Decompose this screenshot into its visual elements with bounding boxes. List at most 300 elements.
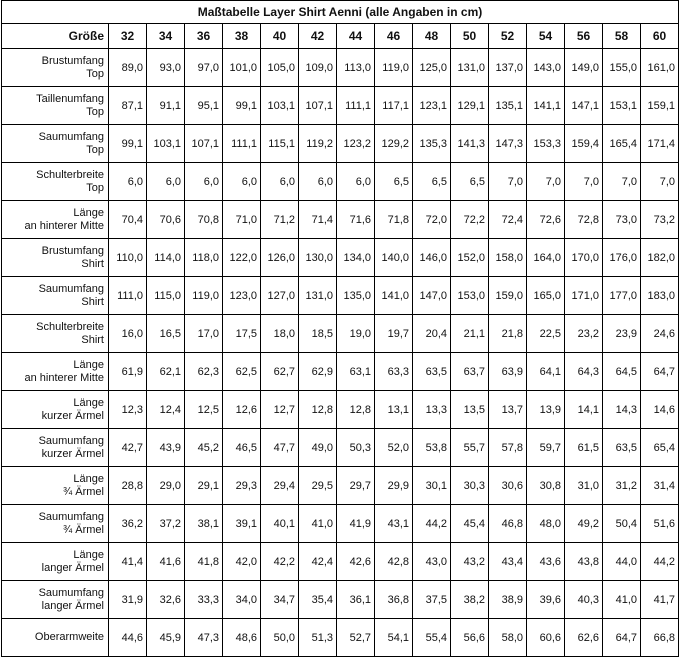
table-cell: 31,4 bbox=[641, 467, 679, 505]
table-cell: 35,4 bbox=[299, 581, 337, 619]
row-label bbox=[2, 277, 109, 315]
table-cell: 158,0 bbox=[489, 239, 527, 277]
table-cell: 61,9 bbox=[109, 353, 147, 391]
size-header-48: 48 bbox=[413, 24, 451, 49]
table-cell: 137,0 bbox=[489, 49, 527, 87]
table-cell: 43,9 bbox=[147, 429, 185, 467]
table-cell: 6,0 bbox=[337, 163, 375, 201]
table-cell: 39,1 bbox=[223, 505, 261, 543]
table-cell: 45,2 bbox=[185, 429, 223, 467]
table-cell: 149,0 bbox=[565, 49, 603, 87]
table-cell: 41,0 bbox=[299, 505, 337, 543]
table-cell: 153,0 bbox=[451, 277, 489, 315]
table-cell: 12,8 bbox=[337, 391, 375, 429]
table-cell: 110,0 bbox=[109, 239, 147, 277]
table-cell: 119,0 bbox=[375, 49, 413, 87]
table-cell: 63,9 bbox=[489, 353, 527, 391]
table-cell: 6,5 bbox=[375, 163, 413, 201]
table-cell: 42,6 bbox=[337, 543, 375, 581]
table-cell: 103,1 bbox=[261, 87, 299, 125]
table-cell: 30,3 bbox=[451, 467, 489, 505]
table-cell: 12,8 bbox=[299, 391, 337, 429]
table-cell: 111,1 bbox=[223, 125, 261, 163]
table-cell: 62,3 bbox=[185, 353, 223, 391]
table-cell: 65,4 bbox=[641, 429, 679, 467]
table-cell: 131,0 bbox=[299, 277, 337, 315]
row-label-line-2: Shirt bbox=[81, 295, 104, 308]
table-cell: 37,5 bbox=[413, 581, 451, 619]
row-label-line-2: an hinterer Mitte bbox=[24, 371, 104, 384]
row-label-line-2: Top bbox=[86, 143, 104, 156]
table-cell: 61,5 bbox=[565, 429, 603, 467]
row-label-line-1: Saumumfang bbox=[38, 586, 104, 599]
row-label-line-2: Top bbox=[86, 181, 104, 194]
table-cell: 49,0 bbox=[299, 429, 337, 467]
size-header-56: 56 bbox=[565, 24, 603, 49]
size-header-34: 34 bbox=[147, 24, 185, 49]
table-cell: 72,8 bbox=[565, 201, 603, 239]
table-cell: 125,0 bbox=[413, 49, 451, 87]
size-header-44: 44 bbox=[337, 24, 375, 49]
table-cell: 44,2 bbox=[413, 505, 451, 543]
table-cell: 71,6 bbox=[337, 201, 375, 239]
table-cell: 155,0 bbox=[603, 49, 641, 87]
table-cell: 29,3 bbox=[223, 467, 261, 505]
table-cell: 71,0 bbox=[223, 201, 261, 239]
table-cell: 28,8 bbox=[109, 467, 147, 505]
table-cell: 159,0 bbox=[489, 277, 527, 315]
table-cell: 31,2 bbox=[603, 467, 641, 505]
row-label-line-1: Taillenumfang bbox=[36, 92, 104, 105]
table-cell: 40,3 bbox=[565, 581, 603, 619]
table-cell: 119,0 bbox=[185, 277, 223, 315]
table-row bbox=[2, 391, 679, 429]
table-cell: 45,9 bbox=[147, 619, 185, 657]
table-cell: 59,7 bbox=[527, 429, 565, 467]
table-cell: 42,2 bbox=[261, 543, 299, 581]
table-cell: 105,0 bbox=[261, 49, 299, 87]
table-cell: 51,3 bbox=[299, 619, 337, 657]
table-cell: 70,4 bbox=[109, 201, 147, 239]
row-label bbox=[2, 163, 109, 201]
table-cell: 6,0 bbox=[223, 163, 261, 201]
table-cell: 39,6 bbox=[527, 581, 565, 619]
table-cell: 135,0 bbox=[337, 277, 375, 315]
table-cell: 64,1 bbox=[527, 353, 565, 391]
table-cell: 50,0 bbox=[261, 619, 299, 657]
table-cell: 45,4 bbox=[451, 505, 489, 543]
table-cell: 89,0 bbox=[109, 49, 147, 87]
table-cell: 52,7 bbox=[337, 619, 375, 657]
table-cell: 43,0 bbox=[413, 543, 451, 581]
table-cell: 146,0 bbox=[413, 239, 451, 277]
row-label-line-1: Brustumfang bbox=[41, 54, 104, 67]
row-label-line-1: Länge bbox=[73, 358, 104, 371]
table-cell: 141,1 bbox=[527, 87, 565, 125]
table-cell: 6,0 bbox=[261, 163, 299, 201]
table-cell: 46,5 bbox=[223, 429, 261, 467]
table-cell: 70,6 bbox=[147, 201, 185, 239]
table-cell: 109,0 bbox=[299, 49, 337, 87]
table-cell: 107,1 bbox=[185, 125, 223, 163]
table-cell: 115,1 bbox=[261, 125, 299, 163]
table-cell: 129,2 bbox=[375, 125, 413, 163]
table-cell: 64,7 bbox=[641, 353, 679, 391]
table-cell: 30,8 bbox=[527, 467, 565, 505]
table-row bbox=[2, 239, 679, 277]
table-row bbox=[2, 429, 679, 467]
table-cell: 13,7 bbox=[489, 391, 527, 429]
row-label bbox=[2, 429, 109, 467]
table-cell: 14,3 bbox=[603, 391, 641, 429]
table-cell: 153,3 bbox=[527, 125, 565, 163]
table-cell: 37,2 bbox=[147, 505, 185, 543]
table-cell: 62,7 bbox=[261, 353, 299, 391]
table-cell: 29,1 bbox=[185, 467, 223, 505]
row-label-line-1: Länge bbox=[73, 548, 104, 561]
table-cell: 6,5 bbox=[451, 163, 489, 201]
table-cell: 73,2 bbox=[641, 201, 679, 239]
table-cell: 31,9 bbox=[109, 581, 147, 619]
table-cell: 6,0 bbox=[147, 163, 185, 201]
row-label-line-1: Länge bbox=[73, 472, 104, 485]
table-cell: 41,7 bbox=[641, 581, 679, 619]
table-cell: 14,6 bbox=[641, 391, 679, 429]
table-row bbox=[2, 315, 679, 353]
table-cell: 141,0 bbox=[375, 277, 413, 315]
table-cell: 72,6 bbox=[527, 201, 565, 239]
table-cell: 29,5 bbox=[299, 467, 337, 505]
table-cell: 55,4 bbox=[413, 619, 451, 657]
table-cell: 43,4 bbox=[489, 543, 527, 581]
table-cell: 165,0 bbox=[527, 277, 565, 315]
row-label-line-1: Saumumfang bbox=[38, 282, 104, 295]
table-row bbox=[2, 581, 679, 619]
table-cell: 13,9 bbox=[527, 391, 565, 429]
row-label bbox=[2, 87, 109, 125]
table-cell: 49,2 bbox=[565, 505, 603, 543]
table-title: Maßtabelle Layer Shirt Aenni (alle Angaben in cm) bbox=[2, 1, 679, 24]
table-cell: 48,0 bbox=[527, 505, 565, 543]
table-cell: 30,1 bbox=[413, 467, 451, 505]
row-label bbox=[2, 543, 109, 581]
table-cell: 13,1 bbox=[375, 391, 413, 429]
table-cell: 19,7 bbox=[375, 315, 413, 353]
table-cell: 71,2 bbox=[261, 201, 299, 239]
row-label-line-2: an hinterer Mitte bbox=[24, 219, 104, 232]
row-label-line-1: Länge bbox=[73, 396, 104, 409]
table-cell: 29,4 bbox=[261, 467, 299, 505]
table-cell: 170,0 bbox=[565, 239, 603, 277]
table-cell: 99,1 bbox=[223, 87, 261, 125]
table-row bbox=[2, 505, 679, 543]
table-cell: 42,0 bbox=[223, 543, 261, 581]
table-cell: 114,0 bbox=[147, 239, 185, 277]
table-cell: 6,0 bbox=[109, 163, 147, 201]
row-label-line-1: Saumumfang bbox=[38, 434, 104, 447]
table-cell: 21,1 bbox=[451, 315, 489, 353]
table-cell: 32,6 bbox=[147, 581, 185, 619]
table-cell: 64,7 bbox=[603, 619, 641, 657]
table-cell: 117,1 bbox=[375, 87, 413, 125]
size-header-36: 36 bbox=[185, 24, 223, 49]
table-cell: 16,5 bbox=[147, 315, 185, 353]
table-cell: 71,4 bbox=[299, 201, 337, 239]
table-cell: 183,0 bbox=[641, 277, 679, 315]
row-label-line-2: ¾ Ärmel bbox=[63, 485, 104, 498]
table-cell: 171,4 bbox=[641, 125, 679, 163]
table-cell: 111,0 bbox=[109, 277, 147, 315]
table-cell: 87,1 bbox=[109, 87, 147, 125]
table-cell: 72,4 bbox=[489, 201, 527, 239]
table-cell: 29,9 bbox=[375, 467, 413, 505]
table-cell: 6,0 bbox=[299, 163, 337, 201]
table-cell: 126,0 bbox=[261, 239, 299, 277]
table-cell: 101,0 bbox=[223, 49, 261, 87]
size-header-42: 42 bbox=[299, 24, 337, 49]
table-cell: 161,0 bbox=[641, 49, 679, 87]
table-cell: 36,8 bbox=[375, 581, 413, 619]
table-cell: 38,1 bbox=[185, 505, 223, 543]
table-cell: 43,2 bbox=[451, 543, 489, 581]
size-header-46: 46 bbox=[375, 24, 413, 49]
row-label-line-1: Länge bbox=[73, 206, 104, 219]
table-cell: 62,5 bbox=[223, 353, 261, 391]
table-cell: 46,8 bbox=[489, 505, 527, 543]
size-header-58: 58 bbox=[603, 24, 641, 49]
table-cell: 7,0 bbox=[641, 163, 679, 201]
table-cell: 147,3 bbox=[489, 125, 527, 163]
table-cell: 72,2 bbox=[451, 201, 489, 239]
table-cell: 130,0 bbox=[299, 239, 337, 277]
row-label-line-2: langer Ärmel bbox=[41, 599, 104, 612]
row-label-line-2: Top bbox=[86, 67, 104, 80]
table-cell: 38,2 bbox=[451, 581, 489, 619]
table-cell: 103,1 bbox=[147, 125, 185, 163]
table-cell: 34,0 bbox=[223, 581, 261, 619]
table-cell: 40,1 bbox=[261, 505, 299, 543]
table-cell: 63,5 bbox=[603, 429, 641, 467]
row-label-line-2: kurzer Ärmel bbox=[41, 447, 104, 460]
row-label-line-1: Saumumfang bbox=[38, 130, 104, 143]
table-cell: 17,5 bbox=[223, 315, 261, 353]
table-cell: 16,0 bbox=[109, 315, 147, 353]
size-header-row bbox=[2, 24, 679, 49]
table-cell: 97,0 bbox=[185, 49, 223, 87]
table-cell: 134,0 bbox=[337, 239, 375, 277]
table-cell: 153,1 bbox=[603, 87, 641, 125]
row-label-line-1: Brustumfang bbox=[41, 244, 104, 257]
table-cell: 43,8 bbox=[565, 543, 603, 581]
table-cell: 23,2 bbox=[565, 315, 603, 353]
table-cell: 44,0 bbox=[603, 543, 641, 581]
table-cell: 22,5 bbox=[527, 315, 565, 353]
table-cell: 66,8 bbox=[641, 619, 679, 657]
size-label: Größe bbox=[2, 24, 109, 49]
table-cell: 141,3 bbox=[451, 125, 489, 163]
table-cell: 93,0 bbox=[147, 49, 185, 87]
table-cell: 122,0 bbox=[223, 239, 261, 277]
table-cell: 135,3 bbox=[413, 125, 451, 163]
table-cell: 72,0 bbox=[413, 201, 451, 239]
table-cell: 12,7 bbox=[261, 391, 299, 429]
table-cell: 63,5 bbox=[413, 353, 451, 391]
table-cell: 12,4 bbox=[147, 391, 185, 429]
table-cell: 115,0 bbox=[147, 277, 185, 315]
size-header-38: 38 bbox=[223, 24, 261, 49]
table-cell: 44,2 bbox=[641, 543, 679, 581]
table-cell: 60,6 bbox=[527, 619, 565, 657]
table-cell: 63,1 bbox=[337, 353, 375, 391]
table-row bbox=[2, 467, 679, 505]
table-cell: 6,5 bbox=[413, 163, 451, 201]
table-cell: 135,1 bbox=[489, 87, 527, 125]
size-header-32: 32 bbox=[109, 24, 147, 49]
table-cell: 123,1 bbox=[413, 87, 451, 125]
row-label-line-2: Top bbox=[86, 105, 104, 118]
table-cell: 159,4 bbox=[565, 125, 603, 163]
row-label bbox=[2, 581, 109, 619]
table-cell: 43,6 bbox=[527, 543, 565, 581]
table-cell: 18,5 bbox=[299, 315, 337, 353]
row-label-line-2: Shirt bbox=[81, 257, 104, 270]
row-label bbox=[2, 353, 109, 391]
table-cell: 171,0 bbox=[565, 277, 603, 315]
table-cell: 56,6 bbox=[451, 619, 489, 657]
table-cell: 91,1 bbox=[147, 87, 185, 125]
row-label-line-2: Shirt bbox=[81, 333, 104, 346]
table-cell: 41,9 bbox=[337, 505, 375, 543]
row-label bbox=[2, 391, 109, 429]
table-cell: 6,0 bbox=[185, 163, 223, 201]
table-cell: 119,2 bbox=[299, 125, 337, 163]
table-row bbox=[2, 87, 679, 125]
table-cell: 159,1 bbox=[641, 87, 679, 125]
row-label bbox=[2, 619, 109, 657]
table-cell: 111,1 bbox=[337, 87, 375, 125]
row-label bbox=[2, 315, 109, 353]
table-row bbox=[2, 277, 679, 315]
table-cell: 7,0 bbox=[565, 163, 603, 201]
table-cell: 147,1 bbox=[565, 87, 603, 125]
table-cell: 33,3 bbox=[185, 581, 223, 619]
row-label bbox=[2, 125, 109, 163]
table-cell: 152,0 bbox=[451, 239, 489, 277]
table-row bbox=[2, 619, 679, 657]
table-cell: 7,0 bbox=[489, 163, 527, 201]
row-label bbox=[2, 201, 109, 239]
table-cell: 63,7 bbox=[451, 353, 489, 391]
table-cell: 50,4 bbox=[603, 505, 641, 543]
table-row bbox=[2, 353, 679, 391]
table-cell: 58,0 bbox=[489, 619, 527, 657]
table-cell: 41,8 bbox=[185, 543, 223, 581]
row-label-line-1: Schulterbreite bbox=[36, 168, 104, 181]
table-cell: 17,0 bbox=[185, 315, 223, 353]
row-label bbox=[2, 239, 109, 277]
row-label-line-1: Oberarmweite bbox=[34, 631, 104, 643]
row-label bbox=[2, 467, 109, 505]
table-cell: 165,4 bbox=[603, 125, 641, 163]
table-row bbox=[2, 125, 679, 163]
table-cell: 19,0 bbox=[337, 315, 375, 353]
table-cell: 123,2 bbox=[337, 125, 375, 163]
row-label-line-2: ¾ Ärmel bbox=[63, 523, 104, 536]
table-cell: 53,8 bbox=[413, 429, 451, 467]
table-cell: 62,9 bbox=[299, 353, 337, 391]
size-header-50: 50 bbox=[451, 24, 489, 49]
table-cell: 31,0 bbox=[565, 467, 603, 505]
table-cell: 64,5 bbox=[603, 353, 641, 391]
table-cell: 12,5 bbox=[185, 391, 223, 429]
table-cell: 54,1 bbox=[375, 619, 413, 657]
table-cell: 70,8 bbox=[185, 201, 223, 239]
size-header-54: 54 bbox=[527, 24, 565, 49]
row-label-line-2: kurzer Ärmel bbox=[41, 409, 104, 422]
table-cell: 47,3 bbox=[185, 619, 223, 657]
table-cell: 57,8 bbox=[489, 429, 527, 467]
table-cell: 113,0 bbox=[337, 49, 375, 87]
table-cell: 177,0 bbox=[603, 277, 641, 315]
table-cell: 12,3 bbox=[109, 391, 147, 429]
table-cell: 18,0 bbox=[261, 315, 299, 353]
table-cell: 129,1 bbox=[451, 87, 489, 125]
table-cell: 64,3 bbox=[565, 353, 603, 391]
table-cell: 30,6 bbox=[489, 467, 527, 505]
table-cell: 140,0 bbox=[375, 239, 413, 277]
table-cell: 47,7 bbox=[261, 429, 299, 467]
table-cell: 36,2 bbox=[109, 505, 147, 543]
table-cell: 20,4 bbox=[413, 315, 451, 353]
table-cell: 182,0 bbox=[641, 239, 679, 277]
table-cell: 71,8 bbox=[375, 201, 413, 239]
table-cell: 24,6 bbox=[641, 315, 679, 353]
row-label-line-1: Schulterbreite bbox=[36, 320, 104, 333]
table-cell: 34,7 bbox=[261, 581, 299, 619]
table-cell: 13,3 bbox=[413, 391, 451, 429]
table-cell: 52,0 bbox=[375, 429, 413, 467]
measurement-table bbox=[1, 0, 679, 657]
table-cell: 14,1 bbox=[565, 391, 603, 429]
table-cell: 42,4 bbox=[299, 543, 337, 581]
table-cell: 143,0 bbox=[527, 49, 565, 87]
table-cell: 12,6 bbox=[223, 391, 261, 429]
table-cell: 55,7 bbox=[451, 429, 489, 467]
table-cell: 123,0 bbox=[223, 277, 261, 315]
table-row bbox=[2, 163, 679, 201]
row-label bbox=[2, 505, 109, 543]
table-cell: 29,0 bbox=[147, 467, 185, 505]
table-cell: 51,6 bbox=[641, 505, 679, 543]
table-cell: 7,0 bbox=[527, 163, 565, 201]
table-cell: 41,4 bbox=[109, 543, 147, 581]
table-cell: 99,1 bbox=[109, 125, 147, 163]
row-label bbox=[2, 49, 109, 87]
table-cell: 164,0 bbox=[527, 239, 565, 277]
table-cell: 127,0 bbox=[261, 277, 299, 315]
table-cell: 50,3 bbox=[337, 429, 375, 467]
table-cell: 42,7 bbox=[109, 429, 147, 467]
table-cell: 41,6 bbox=[147, 543, 185, 581]
table-cell: 176,0 bbox=[603, 239, 641, 277]
table-cell: 43,1 bbox=[375, 505, 413, 543]
table-cell: 73,0 bbox=[603, 201, 641, 239]
table-cell: 107,1 bbox=[299, 87, 337, 125]
row-label-line-1: Saumumfang bbox=[38, 510, 104, 523]
row-label-line-2: langer Ärmel bbox=[41, 561, 104, 574]
table-cell: 38,9 bbox=[489, 581, 527, 619]
table-cell: 23,9 bbox=[603, 315, 641, 353]
